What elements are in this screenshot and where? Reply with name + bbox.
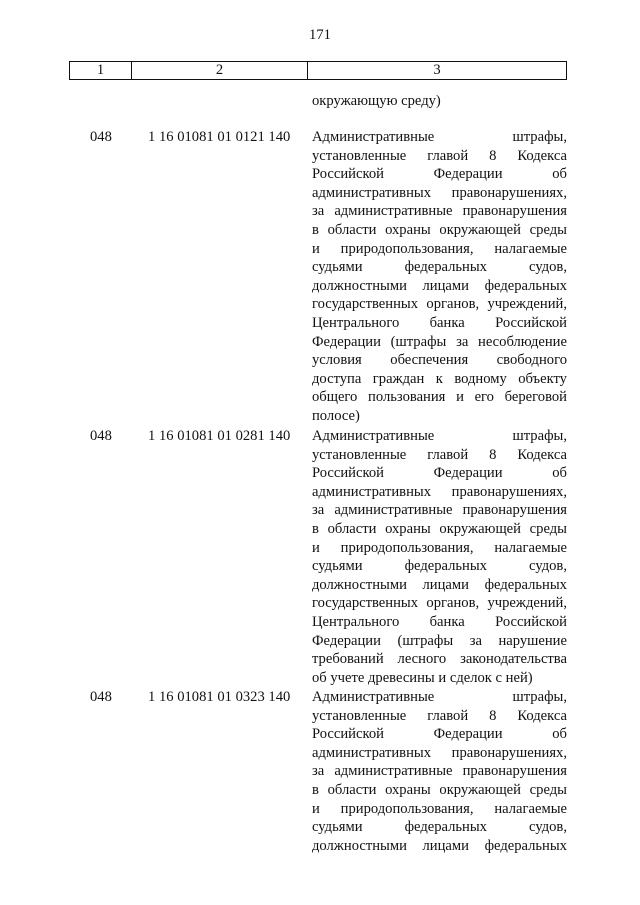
description-line: судьями федеральных судов, — [312, 259, 567, 276]
description-line: Российской Федерации об — [312, 465, 567, 482]
description-line: Административные штрафы, — [312, 129, 567, 145]
description-line: общего пользования и его береговой — [312, 389, 567, 406]
header-col-1: 1 — [70, 62, 132, 79]
description-line: государственных органов, учреждений, — [312, 595, 567, 612]
description-line: окружающую среду) — [312, 93, 441, 109]
row-description — [312, 427, 567, 687]
description-line: Российской Федерации об — [312, 726, 567, 743]
description-line: в области охраны окружающей среды — [312, 221, 567, 238]
description-line: за административные правонарушения — [312, 502, 567, 519]
description-line: доступа граждан к водному объекту — [312, 370, 567, 387]
description-line: установленные главой 8 Кодекса — [312, 707, 567, 724]
description-line: условия обеспечения свободного — [312, 352, 567, 369]
page-number: 171 — [309, 27, 331, 43]
description-line: административных правонарушениях, — [312, 184, 567, 201]
table-header-row — [69, 61, 567, 80]
description-line: полосе) — [312, 407, 360, 424]
row-description — [312, 688, 567, 855]
row-description — [312, 128, 567, 426]
description-line: об учете древесины и сделок с ней) — [312, 669, 533, 686]
description-line: Российской Федерации об — [312, 166, 567, 183]
description-line: и природопользования, налагаемые — [312, 800, 567, 817]
description-line: установленные главой 8 Кодекса — [312, 446, 567, 463]
description-line: Административные штрафы, — [312, 428, 567, 444]
header-col-3: 3 — [433, 62, 441, 78]
description-line: Федерации (штрафы за нарушение — [312, 632, 567, 649]
description-line: Федерации (штрафы за несоблюдение — [312, 333, 567, 350]
admin-code: 048 — [90, 689, 112, 705]
kbk-code: 1 16 01081 01 0281 140 — [148, 428, 291, 444]
description-line: установленные главой 8 Кодекса — [312, 147, 567, 164]
description-line: административных правонарушениях, — [312, 744, 567, 761]
description-line: Центрального банка Российской — [312, 314, 567, 331]
description-line: судьями федеральных судов, — [312, 558, 567, 575]
header-col-2: 2 — [132, 62, 308, 79]
description-line: и природопользования, налагаемые — [312, 240, 567, 257]
description-line: государственных органов, учреждений, — [312, 296, 567, 313]
description-line: в области охраны окружающей среды — [312, 781, 567, 798]
description-line: за административные правонарушения — [312, 763, 567, 780]
description-line: судьями федеральных судов, — [312, 819, 567, 836]
description-line: Административные штрафы, — [312, 689, 567, 705]
continuation-description — [312, 92, 567, 111]
admin-code: 048 — [90, 129, 112, 145]
description-line: должностными лицами федеральных — [312, 277, 567, 294]
description-line: должностными лицами федеральных — [312, 837, 567, 854]
description-line: и природопользования, налагаемые — [312, 539, 567, 556]
description-line: должностными лицами федеральных — [312, 576, 567, 593]
kbk-code: 1 16 01081 01 0121 140 — [148, 129, 291, 145]
description-line: за административные правонарушения — [312, 203, 567, 220]
kbk-code: 1 16 01081 01 0323 140 — [148, 689, 291, 705]
description-line: Центрального банка Российской — [312, 613, 567, 630]
description-line: требований лесного законодательства — [312, 651, 567, 668]
description-line: административных правонарушениях, — [312, 483, 567, 500]
description-line: в области охраны окружающей среды — [312, 520, 567, 537]
admin-code: 048 — [90, 428, 112, 444]
